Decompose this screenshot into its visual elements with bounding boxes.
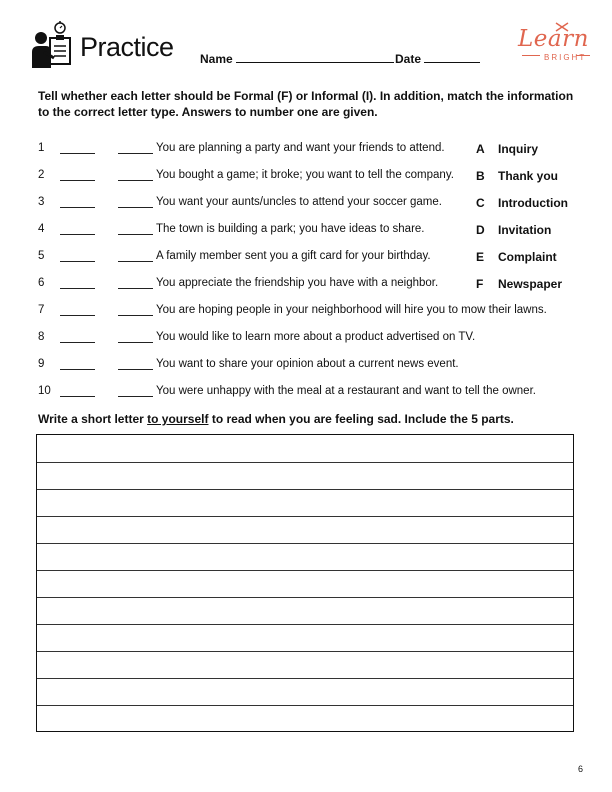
item-number: 8 [38, 331, 45, 343]
writing-line [37, 705, 573, 706]
date-blank[interactable] [424, 50, 480, 63]
logo-subword: BRIGHT [544, 53, 587, 62]
letter-type-code: B [476, 169, 485, 183]
item-text: A family member sent you a gift card for your birthday. [156, 250, 431, 262]
name-label: Name [200, 52, 233, 66]
formal-informal-blank[interactable] [60, 369, 95, 370]
item-text: You were unhappy with the meal at a restaurant and want to tell the owner. [156, 385, 536, 397]
letter-type-code: D [476, 223, 485, 237]
page-title: Practice [80, 32, 174, 62]
date-field[interactable] [395, 50, 480, 66]
letter-type-label: Complaint [498, 250, 557, 264]
item-number: 6 [38, 277, 45, 289]
letter-prompt [38, 412, 514, 426]
formal-informal-blank[interactable] [60, 234, 95, 235]
writing-line [37, 678, 573, 679]
item-number: 4 [38, 223, 45, 235]
item-number: 1 [38, 142, 45, 154]
letter-type-blank[interactable] [118, 207, 153, 208]
name-field[interactable] [200, 50, 394, 66]
writing-line [37, 570, 573, 571]
letter-type-blank[interactable] [118, 396, 153, 397]
letter-type-blank[interactable] [118, 261, 153, 262]
pencil-crossed-icon [554, 22, 570, 32]
formal-informal-blank[interactable] [60, 207, 95, 208]
item-text: You would like to learn more about a product advertised on TV. [156, 331, 476, 343]
letter-type-code: A [476, 142, 485, 156]
person-clipboard-icon [30, 18, 74, 72]
item-text: You bought a game; it broke; you want to tell the company. [156, 169, 454, 181]
item-text: You appreciate the friendship you have with a neighbor. [156, 277, 439, 289]
letter-type-code: C [476, 196, 485, 210]
letter-type-label: Invitation [498, 223, 552, 237]
writing-box[interactable] [36, 434, 574, 732]
letter-type-blank[interactable] [118, 369, 153, 370]
formal-informal-blank[interactable] [60, 261, 95, 262]
logo-word: Learn [518, 26, 589, 52]
logo-rule-right [576, 55, 590, 56]
formal-informal-blank[interactable] [60, 180, 95, 181]
writing-line [37, 462, 573, 463]
learn-bright-logo [518, 26, 590, 72]
formal-informal-blank[interactable] [60, 153, 95, 154]
name-blank[interactable] [236, 50, 394, 63]
letter-type-label: Thank you [498, 169, 559, 183]
writing-line [37, 489, 573, 490]
formal-informal-blank[interactable] [60, 396, 95, 397]
item-text: You are hoping people in your neighborhood will hire you to mow their lawns. [156, 304, 547, 316]
letter-prompt-after: to read when you are feeling sad. Include the 5 parts. [208, 412, 514, 426]
writing-line [37, 651, 573, 652]
date-label: Date [395, 52, 422, 66]
writing-line [37, 543, 573, 544]
logo-rule-left [522, 55, 540, 56]
letter-type-blank[interactable] [118, 342, 153, 343]
item-number: 3 [38, 196, 45, 208]
letter-type-code: F [476, 277, 484, 291]
item-number: 5 [38, 250, 45, 262]
formal-informal-blank[interactable] [60, 342, 95, 343]
letter-type-code: E [476, 250, 485, 264]
letter-prompt-underlined: to yourself [147, 412, 209, 426]
writing-line [37, 516, 573, 517]
letter-type-blank[interactable] [118, 234, 153, 235]
item-text: You are planning a party and want your friends to attend. [156, 142, 445, 154]
formal-informal-blank[interactable] [60, 315, 95, 316]
writing-line [37, 597, 573, 598]
letter-type-label: Inquiry [498, 142, 539, 156]
item-number: 2 [38, 169, 45, 181]
item-text: You want to share your opinion about a current news event. [156, 358, 459, 370]
letter-type-label: Introduction [498, 196, 568, 210]
letter-type-label: Newspaper [498, 277, 563, 291]
letter-type-blank[interactable] [118, 288, 153, 289]
item-number: 9 [38, 358, 45, 370]
instructions: Tell whether each letter should be Formal (F) or Informal (I). In addition, match the information to the correct letter type. Answers to number one are given. [38, 89, 574, 119]
letter-type-blank[interactable] [118, 153, 153, 154]
letter-prompt-before: Write a short letter [38, 412, 148, 426]
item-text: The town is building a park; you have ideas to share. [156, 223, 425, 235]
item-number: 7 [38, 304, 45, 316]
page-number: 6 [578, 764, 584, 774]
item-number: 10 [38, 385, 51, 397]
letter-type-blank[interactable] [118, 180, 153, 181]
item-text: You want your aunts/uncles to attend your soccer game. [156, 196, 442, 208]
letter-type-blank[interactable] [118, 315, 153, 316]
formal-informal-blank[interactable] [60, 288, 95, 289]
writing-line [37, 624, 573, 625]
